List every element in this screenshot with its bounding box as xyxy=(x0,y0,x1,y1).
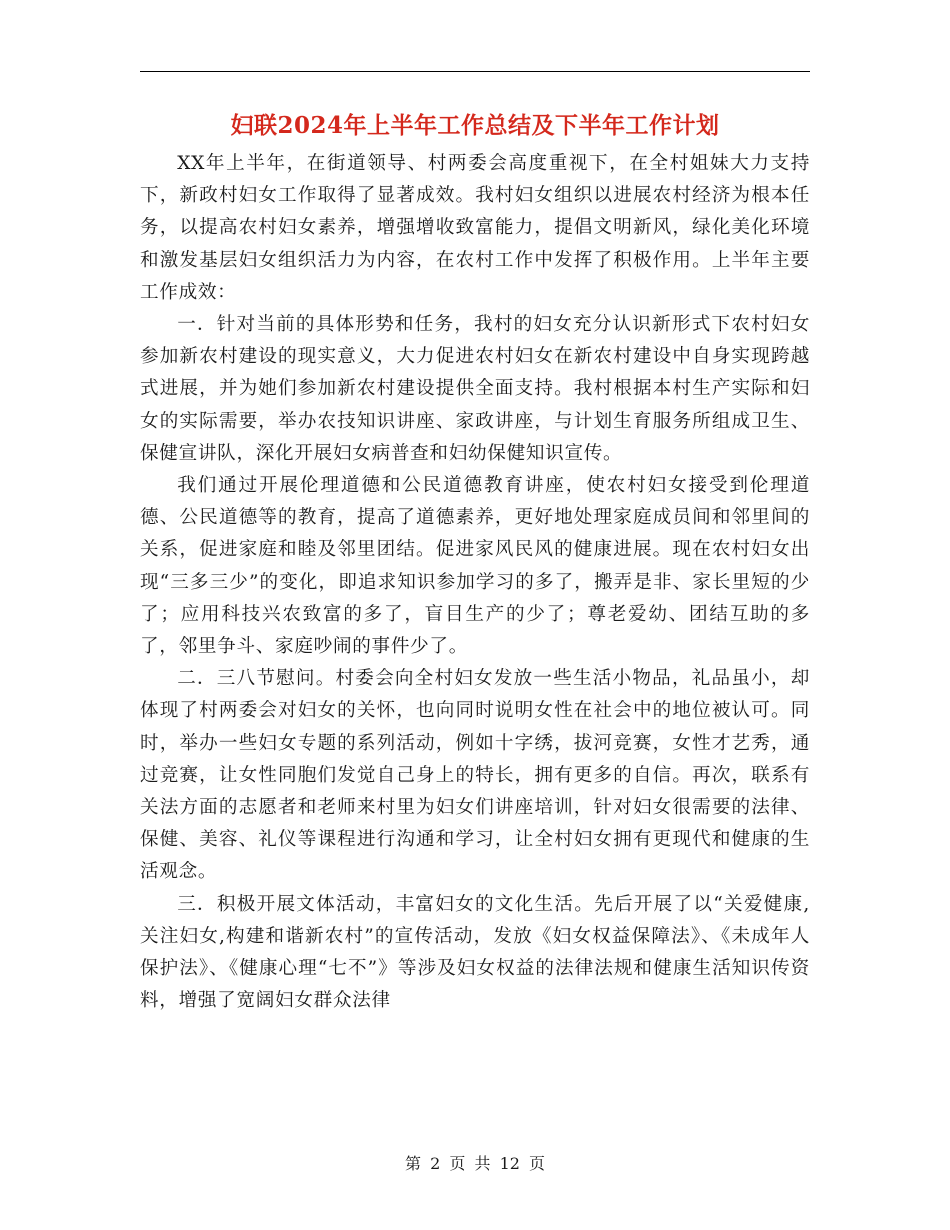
footer-total-prefix: 共 xyxy=(474,1154,491,1173)
document-title: 妇联2024年上半年工作总结及下半年工作计划 xyxy=(230,112,720,139)
footer-total-suffix: 页 xyxy=(529,1154,546,1173)
paragraph-intro: XX年上半年，在街道领导、村两委会高度重视下，在全村姐妹大力支持下，新政村妇女工作取得了显著成效。我村妇女组织以进展农村经济为根本任务，以提高农村妇女素养，增强增收致富能力，提倡文明新风，绿化美化环境和激发基层妇女组织活力为内容，在农村工作中发挥了积极作用。上半年主要工作成效： xyxy=(140,153,810,303)
page-footer xyxy=(0,1152,950,1176)
header-rule xyxy=(140,71,810,72)
footer-page-word: 页 xyxy=(449,1154,466,1173)
footer-current-page: 2 xyxy=(430,1154,441,1173)
footer-total-pages: 12 xyxy=(499,1154,520,1173)
document-body xyxy=(140,148,810,1017)
paragraph-section-2: 二．三八节慰问。村委会向全村妇女发放一些生活小物品，礼品虽小，却体现了村两委会对妇女的关怀，也向同时说明女性在社会中的地位被认可。同时，举办一些妇女专题的系列活动，例如十字绣，拔河竞赛，女性才艺秀，通过竞赛，让女性同胞们发觉自己身上的特长，拥有更多的自信。再次，联系有关法方面的志愿者和老师来村里为妇女们讲座培训，针对妇女很需要的法律、保健、美容、礼仪等课程进行沟通和学习，让全村妇女拥有更现代和健康的生活观念。 xyxy=(140,668,810,883)
paragraph-section-1: 一．针对当前的具体形势和任务，我村的妇女充分认识新形式下农村妇女参加新农村建设的现实意义，大力促进农村妇女在新农村建设中自身实现跨越式进展，并为她们参加新农村建设提供全面支持。我村根据本村生产实际和妇女的实际需要，举办农技知识讲座、家政讲座，与计划生育服务所组成卫生、保健宣讲队，深化开展妇女病普查和妇幼保健知识宣传。 xyxy=(140,314,810,464)
paragraph-section-3: 三．积极开展文体活动，丰富妇女的文化生活。先后开展了以“关爱健康,关注妇女,构建和谐新农村”的宣传活动，发放《妇女权益保障法》、《未成年人保护法》、《健康心理“七不”》等涉及妇女权益的法律法规和健康生活知识传资料，增强了宽阔妇女群众法律 xyxy=(140,893,810,1012)
footer-page-prefix: 第 xyxy=(404,1154,421,1173)
paragraph-ethics-education: 我们通过开展伦理道德和公民道德教育讲座，使农村妇女接受到伦理道德、公民道德等的教育，提高了道德素养，更好地处理家庭成员间和邻里间的关系，促进家庭和睦及邻里团结。促进家风民风的健康进展。现在农村妇女出现“三多三少”的变化，即追求知识参加学习的多了，搬弄是非、家长里短的少了；应用科技兴农致富的多了，盲目生产的少了；尊老爱幼、团结互助的多了，邻里争斗、家庭吵闹的事件少了。 xyxy=(140,475,810,658)
